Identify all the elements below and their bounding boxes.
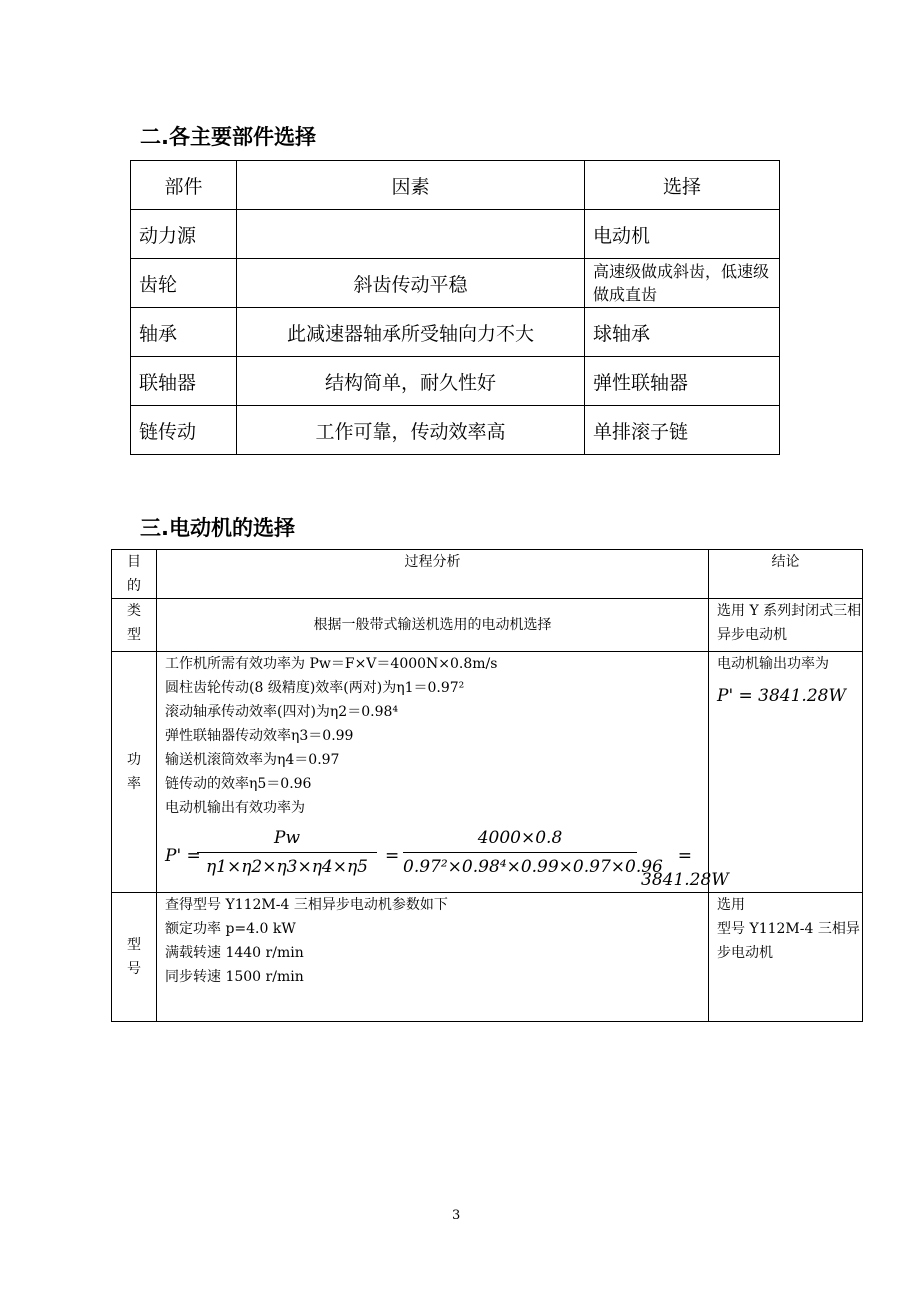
power-line: 链传动的效率η5＝0.96 xyxy=(165,776,312,792)
model-process xyxy=(157,893,709,1022)
cell-choice: 球轴承 xyxy=(585,308,780,357)
table-row xyxy=(131,210,780,259)
model-conclusion-line: 选用 xyxy=(717,897,745,913)
section-2-title: 二.各主要部件选择 xyxy=(140,125,316,149)
cell-factor xyxy=(237,210,585,259)
header-factor: 因素 xyxy=(237,161,585,210)
power-label-a: 功 xyxy=(127,752,141,768)
header-goal-b: 的 xyxy=(127,578,141,594)
power-line: 弹性联轴器传动效率η3＝0.99 xyxy=(165,728,354,744)
power-line: 圆柱齿轮传动(8 级精度)效率(两对)为η1＝0.97² xyxy=(165,680,465,696)
model-line: 同步转速 1500 r/min xyxy=(165,969,304,985)
power-label-b: 率 xyxy=(127,776,141,792)
motor-selection-table xyxy=(111,549,863,1022)
power-conclusion-line2: P' = 3841.28W xyxy=(717,686,846,706)
section-3-title: 三.电动机的选择 xyxy=(140,516,295,540)
power-formula xyxy=(165,826,729,892)
type-process: 根据一般带式输送机选用的电动机选择 xyxy=(157,599,709,652)
cell-factor: 工作可靠，传动效率高 xyxy=(237,406,585,455)
page-number: 3 xyxy=(452,1208,461,1223)
model-line: 额定功率 p=4.0 kW xyxy=(165,921,296,937)
power-line: 工作机所需有效功率为 Pw＝F×V＝4000N×0.8m/s xyxy=(165,656,498,672)
power-line: 滚动轴承传动效率(四对)为η2＝0.98⁴ xyxy=(165,704,399,720)
cell-part: 链传动 xyxy=(131,406,237,455)
power-process xyxy=(157,652,729,893)
cell-factor: 斜齿传动平稳 xyxy=(237,259,585,308)
table-row xyxy=(131,308,780,357)
power-conclusion-line1: 电动机输出功率为 xyxy=(717,656,829,672)
component-selection-table xyxy=(130,160,780,455)
model-conclusion xyxy=(709,893,863,1022)
power-line: 电动机输出有效功率为 xyxy=(165,800,305,816)
table-row xyxy=(131,357,780,406)
table-row xyxy=(131,259,780,308)
power-label xyxy=(112,652,157,893)
cell-part: 动力源 xyxy=(131,210,237,259)
formula-frac1-den: η1×η2×η3×η4×η5 xyxy=(206,857,368,877)
model-label-a: 型 xyxy=(127,937,141,953)
model-conclusion-line: 型号 Y112M-4 三相异步电动机 xyxy=(717,921,860,961)
cell-part: 齿轮 xyxy=(131,259,237,308)
type-label xyxy=(112,599,157,652)
cell-choice: 电动机 xyxy=(585,210,780,259)
formula-frac2-num: 4000×0.8 xyxy=(403,826,637,853)
power-conclusion xyxy=(709,652,863,893)
formula-result: = 3841.28W xyxy=(641,846,729,890)
type-row xyxy=(112,599,863,652)
cell-choice: 单排滚子链 xyxy=(585,406,780,455)
table-row xyxy=(131,406,780,455)
header-part: 部件 xyxy=(131,161,237,210)
cell-choice: 高速级做成斜齿，低速级做成直齿 xyxy=(585,259,780,308)
formula-eq: = xyxy=(385,846,400,866)
motor-header-row xyxy=(112,550,863,599)
model-label-b: 号 xyxy=(127,961,141,977)
model-row xyxy=(112,893,863,1022)
header-goal xyxy=(112,550,157,599)
cell-part: 轴承 xyxy=(131,308,237,357)
model-label xyxy=(112,893,157,1022)
formula-lhs: P' = xyxy=(165,846,201,866)
cell-factor: 结构简单，耐久性好 xyxy=(237,357,585,406)
model-line: 满载转速 1440 r/min xyxy=(165,945,304,961)
cell-choice: 弹性联轴器 xyxy=(585,357,780,406)
cell-factor: 此减速器轴承所受轴向力不大 xyxy=(237,308,585,357)
formula-frac1-num: Pw xyxy=(197,826,377,853)
type-conclusion: 选用 Y 系列封闭式三相异步电动机 xyxy=(709,599,863,652)
header-conclusion: 结论 xyxy=(709,550,863,599)
formula-frac2-den: 0.97²×0.98⁴×0.99×0.97×0.96 xyxy=(403,857,663,877)
formula-frac1 xyxy=(197,826,377,879)
cell-part: 联轴器 xyxy=(131,357,237,406)
header-goal-a: 目 xyxy=(127,554,141,570)
header-choice: 选择 xyxy=(585,161,780,210)
table-header-row xyxy=(131,161,780,210)
type-label-a: 类 xyxy=(127,603,141,619)
header-process: 过程分析 xyxy=(157,550,709,599)
power-line: 输送机滚筒效率为η4＝0.97 xyxy=(165,752,340,768)
formula-frac2 xyxy=(403,826,663,879)
model-line: 查得型号 Y112M-4 三相异步电动机参数如下 xyxy=(165,897,448,913)
power-row xyxy=(112,652,863,893)
type-label-b: 型 xyxy=(127,627,141,643)
